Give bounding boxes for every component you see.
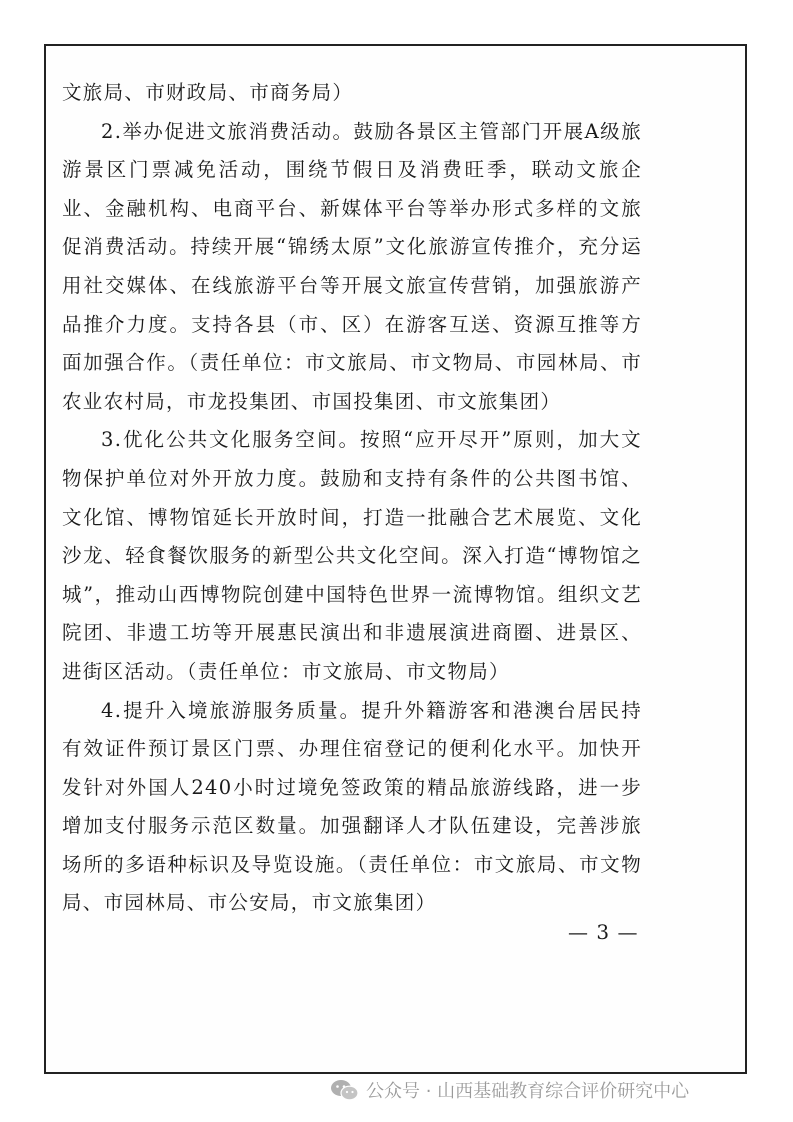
document-body [62, 74, 642, 923]
paragraph-continued: 文旅局、市财政局、市商务局） [62, 81, 354, 104]
wechat-icon [330, 1078, 360, 1102]
paragraph-item-4: 4.提升入境旅游服务质量。提升外籍游客和港澳台居民持有效证件预订景区门票、办理住宿登记的便利化水平。加快开发针对外国人240小时过境免签政策的精品旅游线路，进一步增加支付服务示范区数量。加强翻译人才队伍建设，完善涉旅场所的多语种标识及导览设施。（责任单位：市文旅局、市文物局、市园林局、市公安局，市文旅集团） [62, 698, 642, 915]
page-number: — 3 — [568, 920, 639, 944]
watermark [330, 1074, 689, 1106]
paragraph-item-3: 3.优化公共文化服务空间。按照“应开尽开”原则，加大文物保护单位对外开放力度。鼓励和支持有条件的公共图书馆、文化馆、博物馆延长开放时间，打造一批融合艺术展览、文化沙龙、轻食餐饮服务的新型公共文化空间。深入打造“博物馆之城”，推动山西博物院创建中国特色世界一流博物馆。组织文艺院团、非遗工坊等开展惠民演出和非遗展演进商圈、进景区、进街区活动。（责任单位：市文旅局、市文物局） [62, 428, 642, 683]
paragraph-item-2: 2.举办促进文旅消费活动。鼓励各景区主管部门开展A级旅游景区门票减免活动，围绕节假日及消费旺季，联动文旅企业、金融机构、电商平台、新媒体平台等举办形式多样的文旅促消费活动。持续开展“锦绣太原”文化旅游宣传推介，充分运用社交媒体、在线旅游平台等开展文旅宣传营销，加强旅游产品推介力度。支持各县（市、区）在游客互送、资源互推等方面加强合作。（责任单位：市文旅局、市文物局、市园林局、市农业农村局，市龙投集团、市国投集团、市文旅集团） [62, 119, 642, 413]
watermark-text: 公众号 · 山西基础教育综合评价研究中心 [366, 1081, 690, 1102]
